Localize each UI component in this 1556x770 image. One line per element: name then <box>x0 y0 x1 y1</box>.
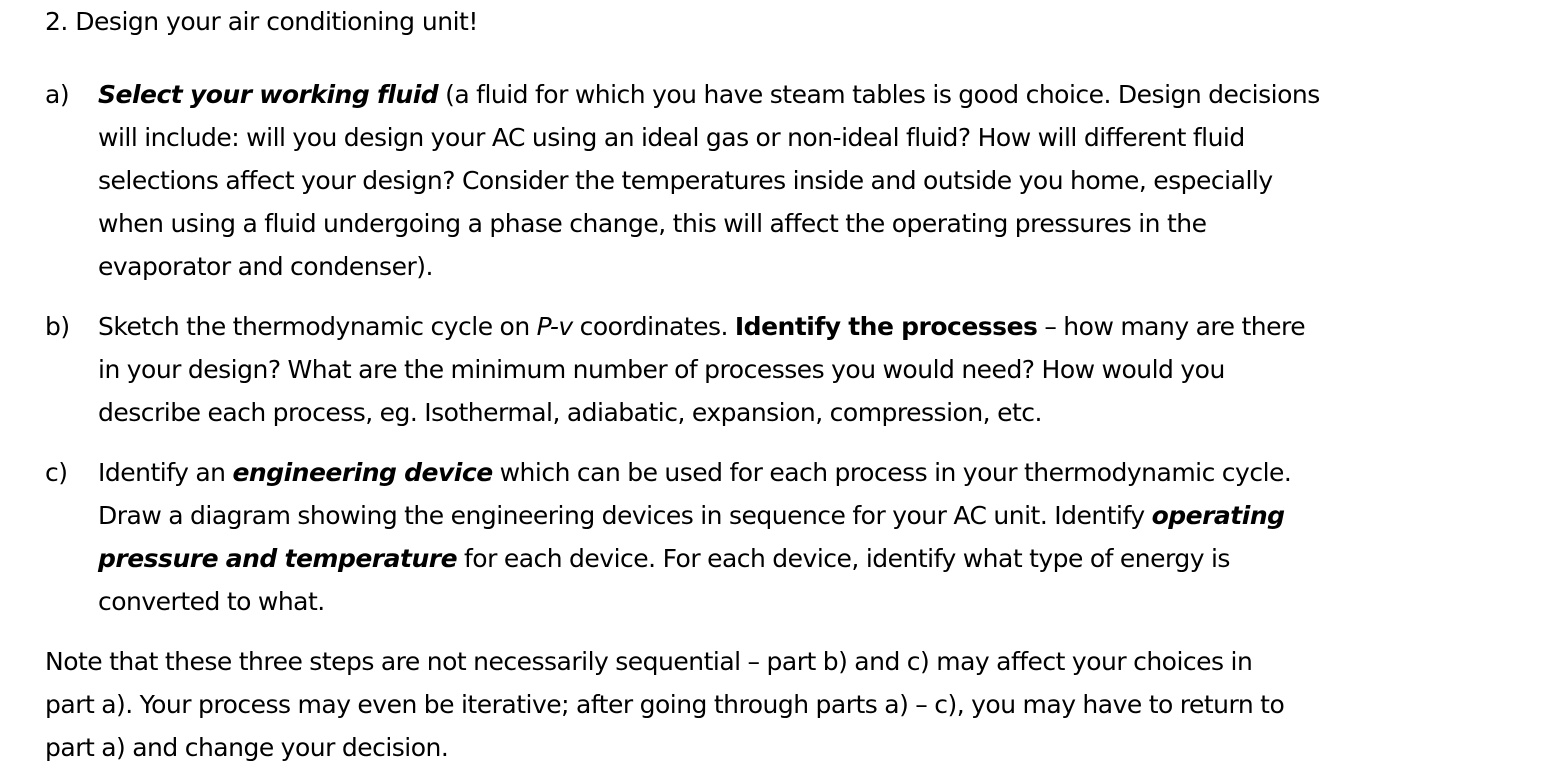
note-line-3: part a) and change your decision. <box>45 733 449 762</box>
item-b-line-1-pre: Sketch the thermodynamic cycle on <box>98 312 537 341</box>
item-c-pressure-term: pressure and temperature <box>98 544 458 573</box>
item-c-line-4: converted to what. <box>98 587 325 616</box>
item-c-line-1-post: which can be used for each process in your thermodynamic cycle. <box>492 458 1292 487</box>
note-line-1: Note that these three steps are not necessarily sequential – part b) and c) may affect your choices in <box>45 647 1253 676</box>
item-a-line-4: when using a fluid undergoing a phase change, this will affect the operating pressures in the <box>98 209 1207 238</box>
list-marker-a: a) <box>45 80 70 109</box>
list-marker-c: c) <box>45 458 68 487</box>
item-c-device-term: engineering device <box>232 458 493 487</box>
item-c-line-3-post: for each device. For each device, identify what type of energy is <box>457 544 1230 573</box>
item-c-operating-term: operating <box>1151 501 1285 530</box>
item-c-line-1-pre: Identify an <box>98 458 233 487</box>
item-c-line-2 <box>98 494 1458 537</box>
item-a-line-1-text: (a fluid for which you have steam tables is good choice. Design decisions <box>438 80 1320 109</box>
item-c-line-1 <box>98 451 1458 494</box>
item-a-line-2: will include: will you design your AC using an ideal gas or non-ideal fluid? How will different fluid <box>98 123 1245 152</box>
item-a-line-1 <box>98 73 1458 116</box>
list-item-a-text <box>98 73 1458 288</box>
item-b-line-3: describe each process, eg. Isothermal, adiabatic, expansion, compression, etc. <box>98 398 1042 427</box>
item-b-line-1-post: – how many are there <box>1037 312 1306 341</box>
item-a-line-5: evaporator and condenser). <box>98 252 433 281</box>
closing-note <box>45 640 1465 769</box>
note-line-2: part a). Your process may even be iterative; after going through parts a) – c), you may have to return to <box>45 690 1285 719</box>
list-marker-b: b) <box>45 312 70 341</box>
item-b-line-2: in your design? What are the minimum number of processes you would need? How would you <box>98 355 1225 384</box>
list-item-b-text <box>98 305 1458 434</box>
question-heading: 2. Design your air conditioning unit! <box>45 7 478 36</box>
item-b-bold-term: Identify the processes <box>734 312 1038 341</box>
item-c-line-3 <box>98 537 1458 580</box>
list-item-c-text <box>98 451 1458 623</box>
item-a-lead: Select your working fluid <box>98 80 439 109</box>
item-b-pv-term: P-v <box>536 312 573 341</box>
item-c-line-2-pre: Draw a diagram showing the engineering devices in sequence for your AC unit. Identify <box>98 501 1152 530</box>
item-b-line-1 <box>98 305 1458 348</box>
item-b-line-1-mid: coordinates. <box>572 312 735 341</box>
item-a-line-3: selections affect your design? Consider the temperatures inside and outside you home, especially <box>98 166 1273 195</box>
